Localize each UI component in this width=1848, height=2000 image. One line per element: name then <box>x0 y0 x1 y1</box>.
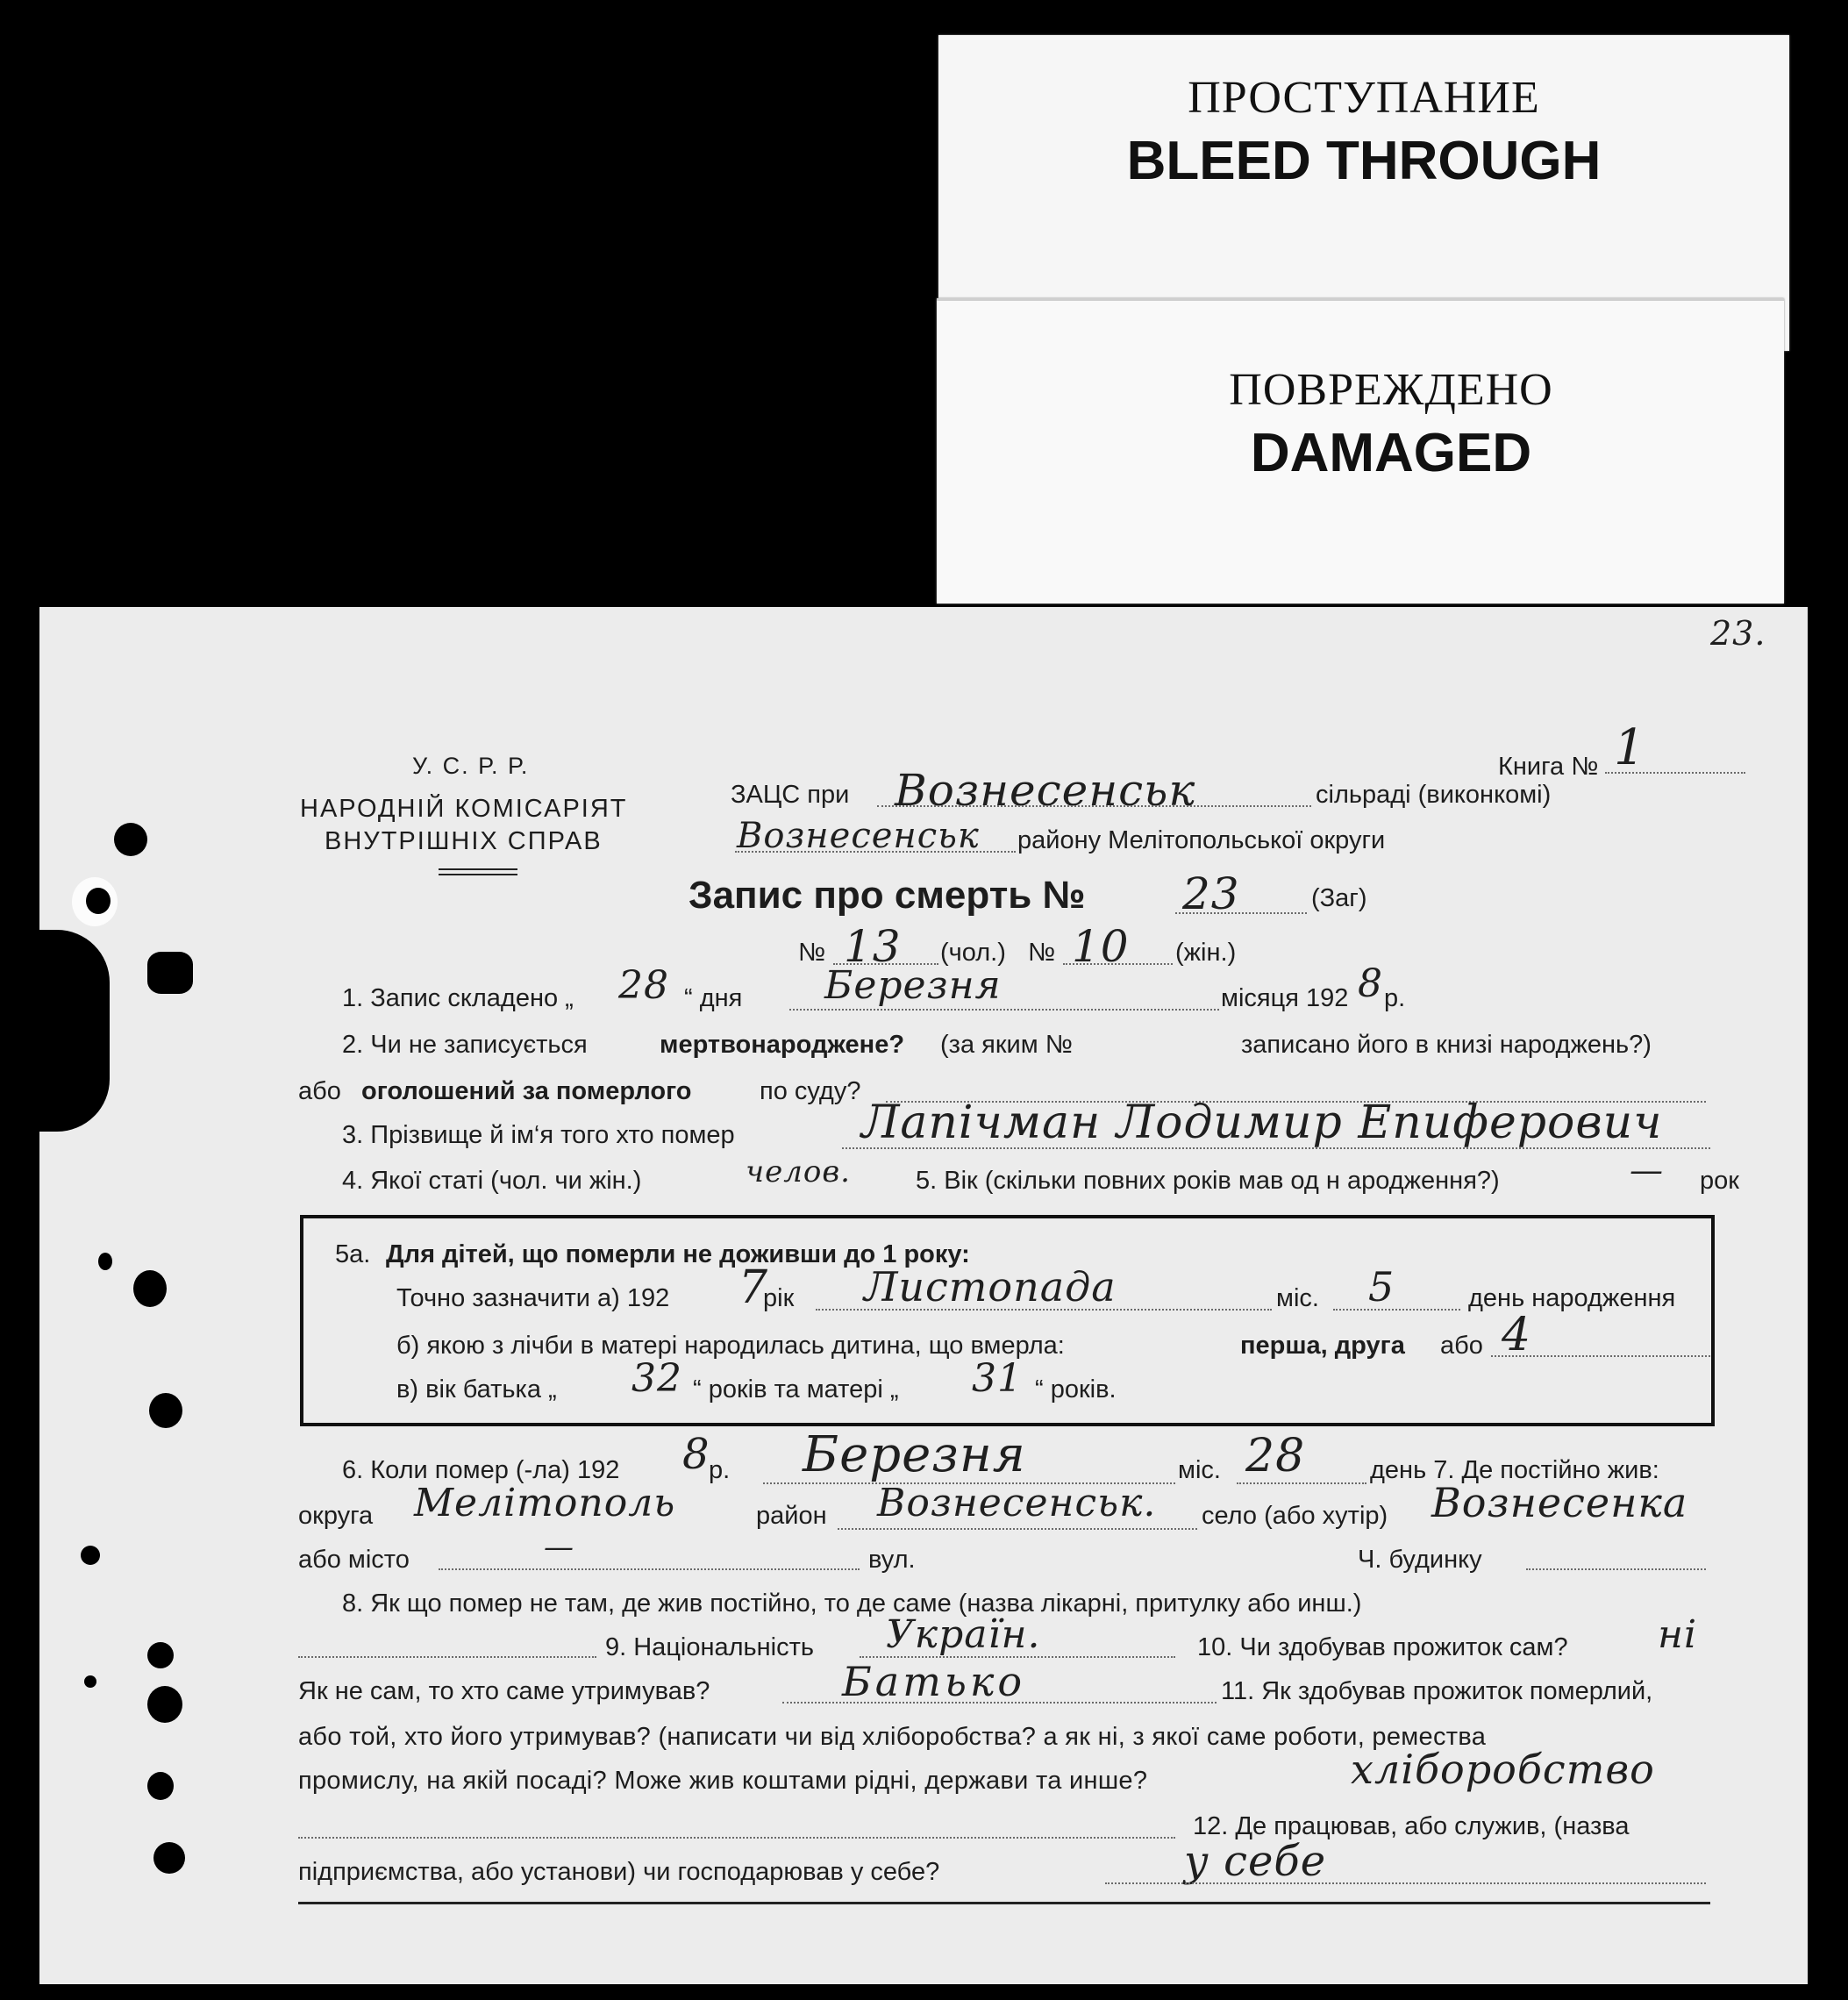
bottom-rule <box>298 1902 1710 1904</box>
field-6-label: 6. Коли помер (-ла) 192 <box>342 1456 620 1484</box>
female-number-line <box>1063 963 1173 965</box>
field-2-which-number: (за яким № <box>940 1031 1073 1059</box>
village-council-line <box>877 805 1311 807</box>
field-2-declared-dead: оголошений за померлого <box>361 1077 692 1105</box>
commissariat-line-2: ВНУТРІШНІХ СПРАВ <box>325 827 603 855</box>
male-label: (чол.) <box>940 939 1006 967</box>
field-12-workplace-value: у себе <box>1184 1837 1327 1886</box>
field-8-line <box>298 1656 596 1658</box>
field-5a-father-age-value: 32 <box>631 1356 682 1401</box>
field-5a-father-age-label: в) вік батька „ <box>396 1375 557 1404</box>
field-12-workplace-line <box>1105 1882 1706 1884</box>
field-7-house-label: Ч. будинку <box>1358 1546 1482 1574</box>
district-line <box>735 851 1016 853</box>
field-10-label: 10. Чи здобував прожиток сам? <box>1197 1633 1568 1661</box>
page-number: 23. <box>1710 614 1766 653</box>
field-7-selo-label: село (або хутір) <box>1202 1502 1388 1530</box>
bleed-through-russian-label: ПРОСТУПАНИЕ <box>1188 73 1540 123</box>
header-rule-2 <box>439 874 517 875</box>
field-1-month-line <box>789 1009 1219 1011</box>
district-value: Вознесенськ <box>737 816 980 856</box>
field-7-okruha-label: округа <box>298 1502 374 1530</box>
field-7-label: день 7. Де постійно жив: <box>1370 1456 1659 1484</box>
damaged-russian-label: ПОВРЕЖДЕНО <box>1229 365 1553 415</box>
field-5-age-value: — <box>1630 1151 1664 1189</box>
field-9-label: 9. Національність <box>605 1633 815 1661</box>
field-1-year-suffix: р. <box>1384 984 1406 1012</box>
field-5a-heading: Для дітей, що померли не доживши до 1 року: <box>386 1240 970 1268</box>
female-number-value: 10 <box>1072 921 1130 972</box>
field-5a-birth-month-value: Листопада <box>864 1263 1117 1311</box>
field-9-nationality-value: Україн. <box>886 1612 1041 1657</box>
field-2-label: 2. Чи не записується <box>342 1031 588 1059</box>
field-7-city-value: — <box>544 1530 574 1565</box>
field-1-day-value: 28 <box>618 963 669 1008</box>
field-10-supporter-label: Як не сам, то хто саме утримував? <box>298 1677 710 1705</box>
male-number-value: 13 <box>844 921 902 972</box>
field-2-registered-label: записано його в книзі народжень?) <box>1241 1031 1652 1059</box>
female-number-label: № <box>1028 939 1056 967</box>
field-12-line-2: підприємства, або установи) чи господарював у себе? <box>298 1858 940 1886</box>
field-1-year-digit: 8 <box>1358 961 1383 1006</box>
field-5a-or-label: або <box>1440 1332 1483 1360</box>
field-5a-birth-day-value: 5 <box>1368 1263 1395 1311</box>
field-5a-year-suffix: рік <box>763 1284 795 1312</box>
record-number-value: 23 <box>1182 868 1240 919</box>
field-7-raion-label: район <box>756 1502 827 1530</box>
field-6-year-suffix: р. <box>709 1456 731 1484</box>
field-11-continuation-line <box>298 1837 1175 1839</box>
council-label: сільраді (виконкомі) <box>1316 781 1552 809</box>
field-5a-birth-order-label: б) якою з лічби в матері народилась дитина, що вмерла: <box>396 1332 1065 1360</box>
field-4-sex-value: челов. <box>746 1154 851 1189</box>
field-7-okruha-value: Мелітополь <box>414 1481 676 1525</box>
field-1-year-label: місяця 192 <box>1221 984 1349 1012</box>
field-3-label: 3. Прізвище й ім‘я того хто помер <box>342 1121 735 1149</box>
field-12-label: 12. Де працював, або служив, (назва <box>1193 1812 1630 1840</box>
field-1-label: 1. Запис складено „ <box>342 984 574 1012</box>
form-title: Запис про смерть № <box>689 874 1086 917</box>
field-5-label: 5. Вік (скільки повних років мав од н ародження?) <box>916 1167 1500 1195</box>
field-1-day-label: “ дня <box>684 984 743 1012</box>
village-council-value: Вознесенськ <box>895 765 1196 816</box>
field-5a-birth-month-line <box>816 1309 1272 1311</box>
commissariat-line-1: НАРОДНІЙ КОМІСАРІЯТ <box>300 795 628 823</box>
damaged-notice-card <box>937 298 1784 604</box>
record-number-suffix: (Заг) <box>1311 884 1367 912</box>
district-label: району Мелітопольської округи <box>1017 826 1386 854</box>
field-10-value: ні <box>1658 1612 1698 1657</box>
field-5a-years-suffix: “ років. <box>1035 1375 1117 1404</box>
field-5a-month-label: міс. <box>1276 1284 1319 1312</box>
book-number-line <box>1605 772 1745 774</box>
field-7-house-line <box>1526 1568 1706 1570</box>
field-6-day-value: 28 <box>1245 1430 1306 1482</box>
field-7-selo-value: Вознесенка <box>1431 1479 1688 1526</box>
field-6-month-value: Березня <box>803 1426 1026 1483</box>
field-5a-birth-day-label: день народження <box>1468 1284 1676 1312</box>
female-label: (жін.) <box>1175 939 1237 967</box>
field-5a-birth-day-line <box>1333 1309 1460 1311</box>
field-5a-birth-year-digit: 7 <box>738 1261 769 1314</box>
field-2-or-label: або <box>298 1077 341 1105</box>
book-label: Книга № <box>1498 753 1599 781</box>
field-5a-birth-order-line <box>1491 1355 1710 1357</box>
bleed-through-english-label: BLEED THROUGH <box>1126 131 1602 191</box>
field-11-occupation-value: хліборобство <box>1351 1746 1655 1793</box>
field-5a-mother-age-value: 31 <box>972 1356 1023 1401</box>
field-6-year-digit: 8 <box>682 1430 710 1479</box>
field-6-month-label: міс. <box>1178 1456 1221 1484</box>
field-7-raion-line <box>838 1528 1197 1530</box>
field-11-label: 11. Як здобував прожиток померлий, <box>1221 1677 1653 1705</box>
field-5a-mother-age-label: “ років та матері „ <box>693 1375 899 1404</box>
book-number-value: 1 <box>1614 719 1646 776</box>
damaged-english-label: DAMAGED <box>1250 423 1532 483</box>
field-6-day-line <box>1237 1482 1366 1484</box>
republic-label: У. С. Р. Р. <box>412 753 530 779</box>
male-number-label: № <box>798 939 826 967</box>
field-5a-first-second: перша, друга <box>1240 1332 1405 1360</box>
field-8-label: 8. Як що помер не там, де жив постійно, то де саме (назва лікарні, притулку або инш.) <box>342 1589 1362 1618</box>
field-3-name-value: Лапічман Лодимир Епиферович <box>861 1096 1663 1149</box>
field-2-court-label: по суду? <box>760 1077 861 1105</box>
field-3-name-line <box>842 1147 1710 1149</box>
field-10-supporter-value: Батько <box>842 1658 1026 1705</box>
field-5a-birth-year-label: Точно зазначити а) 192 <box>396 1284 670 1312</box>
field-7-city-line <box>439 1568 860 1570</box>
field-1-month-value: Березня <box>824 963 1002 1008</box>
field-10-supporter-line <box>782 1702 1217 1704</box>
field-4-label: 4. Якої статі (чол. чи жін.) <box>342 1167 642 1195</box>
header-rule-1 <box>439 868 517 870</box>
field-11-line-3: промислу, на якій посаді? Може жив коштами рідні, держави та инше? <box>298 1767 1148 1795</box>
field-2-stillborn: мертвонароджене? <box>660 1031 905 1059</box>
field-7-street-label: вул. <box>868 1546 916 1574</box>
field-7-raion-value: Вознесенськ. <box>877 1481 1157 1525</box>
record-number-line <box>1175 912 1307 914</box>
field-5a-birth-order-value: 4 <box>1502 1309 1532 1361</box>
field-5a-number: 5а. <box>335 1240 371 1268</box>
field-5-years-suffix: рок <box>1700 1167 1739 1195</box>
field-7-city-label: або місто <box>298 1546 410 1574</box>
field-11-line-2: або той, хто його утримував? (написати чи від хліборобства? а як ні, з якої саме роботи, ремества <box>298 1723 1487 1751</box>
zags-label: ЗАЦС при <box>731 781 850 809</box>
